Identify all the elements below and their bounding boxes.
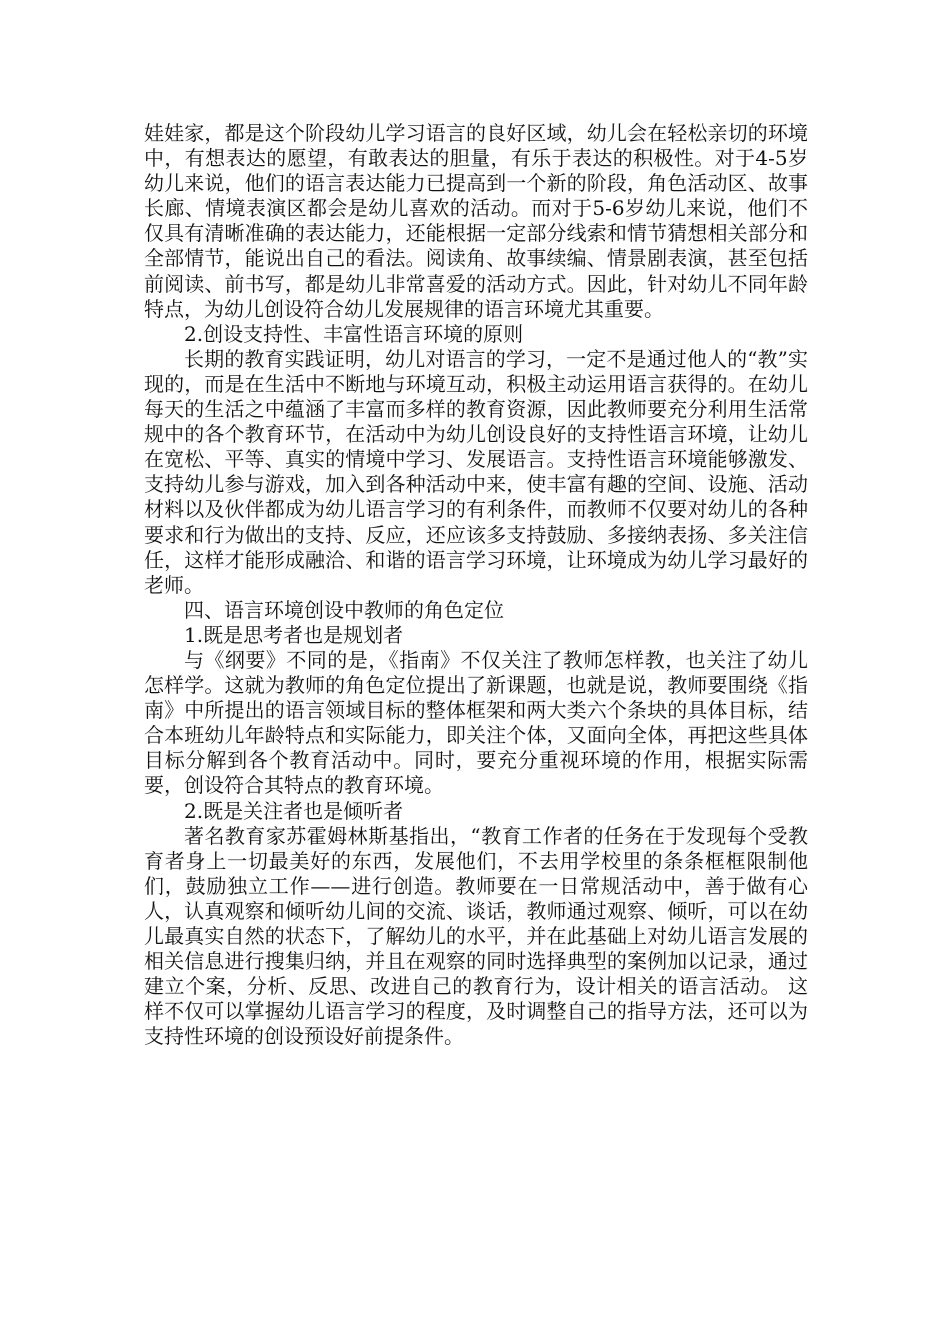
document-page: [144, 121, 808, 1049]
section-subheading: 2.既是关注者也是倾听者: [184, 798, 404, 823]
section-subheading: 2.创设支持性、丰富性语言环境的原则: [184, 321, 524, 346]
body-paragraph: 娃娃家，都是这个阶段幼儿学习语言的良好区域，幼儿会在轻松亲切的环境中，有想表达的愿望，有敢表达的胆量，有乐于表达的积极性。对于4-5岁幼儿来说，他们的语言表达能力已提高到一个新的阶段，角色活动区、故事长廊、情境表演区都会是幼儿喜欢的活动。而对于5-6岁幼儿来说，他们不仅具有清晰准确的表达能力，还能根据一定部分线索和情节猜想相关部分和全部情节，能说出自己的看法。阅读角、故事续编、情景剧表演，甚至包括前阅读、前书写，都是幼儿非常喜爱的活动方式。因此，针对幼儿不同年龄特点，为幼儿创设符合幼儿发展规律的语言环境尤其重要。: [144, 121, 808, 321]
body-paragraph: 著名教育家苏霍姆林斯基指出，“教育工作者的任务在于发现每个受教育者身上一切最美好的东西，发展他们，不去用学校里的条条框框限制他们，鼓励独立工作——进行创造。教师要在一日常规活动中，善于做有心人，认真观察和倾听幼儿间的交流、谈话，教师通过观察、倾听，可以在幼儿最真实自然的状态下，了解幼儿的水平，并在此基础上对幼儿语言发展的相关信息进行搜集归纳，并且在观察的同时选择典型的案例加以记录，通过建立个案，分析、反思、改进自己的教育行为，设计相关的语言活动。 这样不仅可以掌握幼儿语言学习的程度，及时调整自己的指导方法，还可以为支持性环境的创设预设好前提条件。: [144, 823, 808, 1049]
body-paragraph: 长期的教育实践证明，幼儿对语言的学习，一定不是通过他人的“教”实现的，而是在生活中不断地与环境互动，积极主动运用语言获得的。在幼儿每天的生活之中蕴涵了丰富而多样的教育资源，因此教师要充分利用生活常规中的各个教育环节，在活动中为幼儿创设良好的支持性语言环境，让幼儿在宽松、平等、真实的情境中学习、发展语言。支持性语言环境能够激发、支持幼儿参与游戏，加入到各种活动中来，使丰富有趣的空间、设施、活动材料以及伙伴都成为幼儿语言学习的有利条件，而教师不仅要对幼儿的各种要求和行为做出的支持、反应，还应该多支持鼓励、多接纳表扬、多关注信任，这样才能形成融洽、和谐的语言学习环境，让环境成为幼儿学习最好的老师。: [144, 346, 808, 597]
section-heading: 四、语言环境创设中教师的角色定位: [184, 597, 504, 622]
section-subheading: 1.既是思考者也是规划者: [184, 622, 404, 647]
body-paragraph: 与《纲要》不同的是，《指南》不仅关注了教师怎样教，也关注了幼儿怎样学。这就为教师的角色定位提出了新课题，也就是说，教师要围绕《指南》中所提出的语言领域目标的整体框架和两大类六个条块的具体目标，结合本班幼儿年龄特点和实际能力，即关注个体，又面向全体，再把这些具体目标分解到各个教育活动中。同时，要充分重视环境的作用，根据实际需要，创设符合其特点的教育环境。: [144, 647, 808, 798]
